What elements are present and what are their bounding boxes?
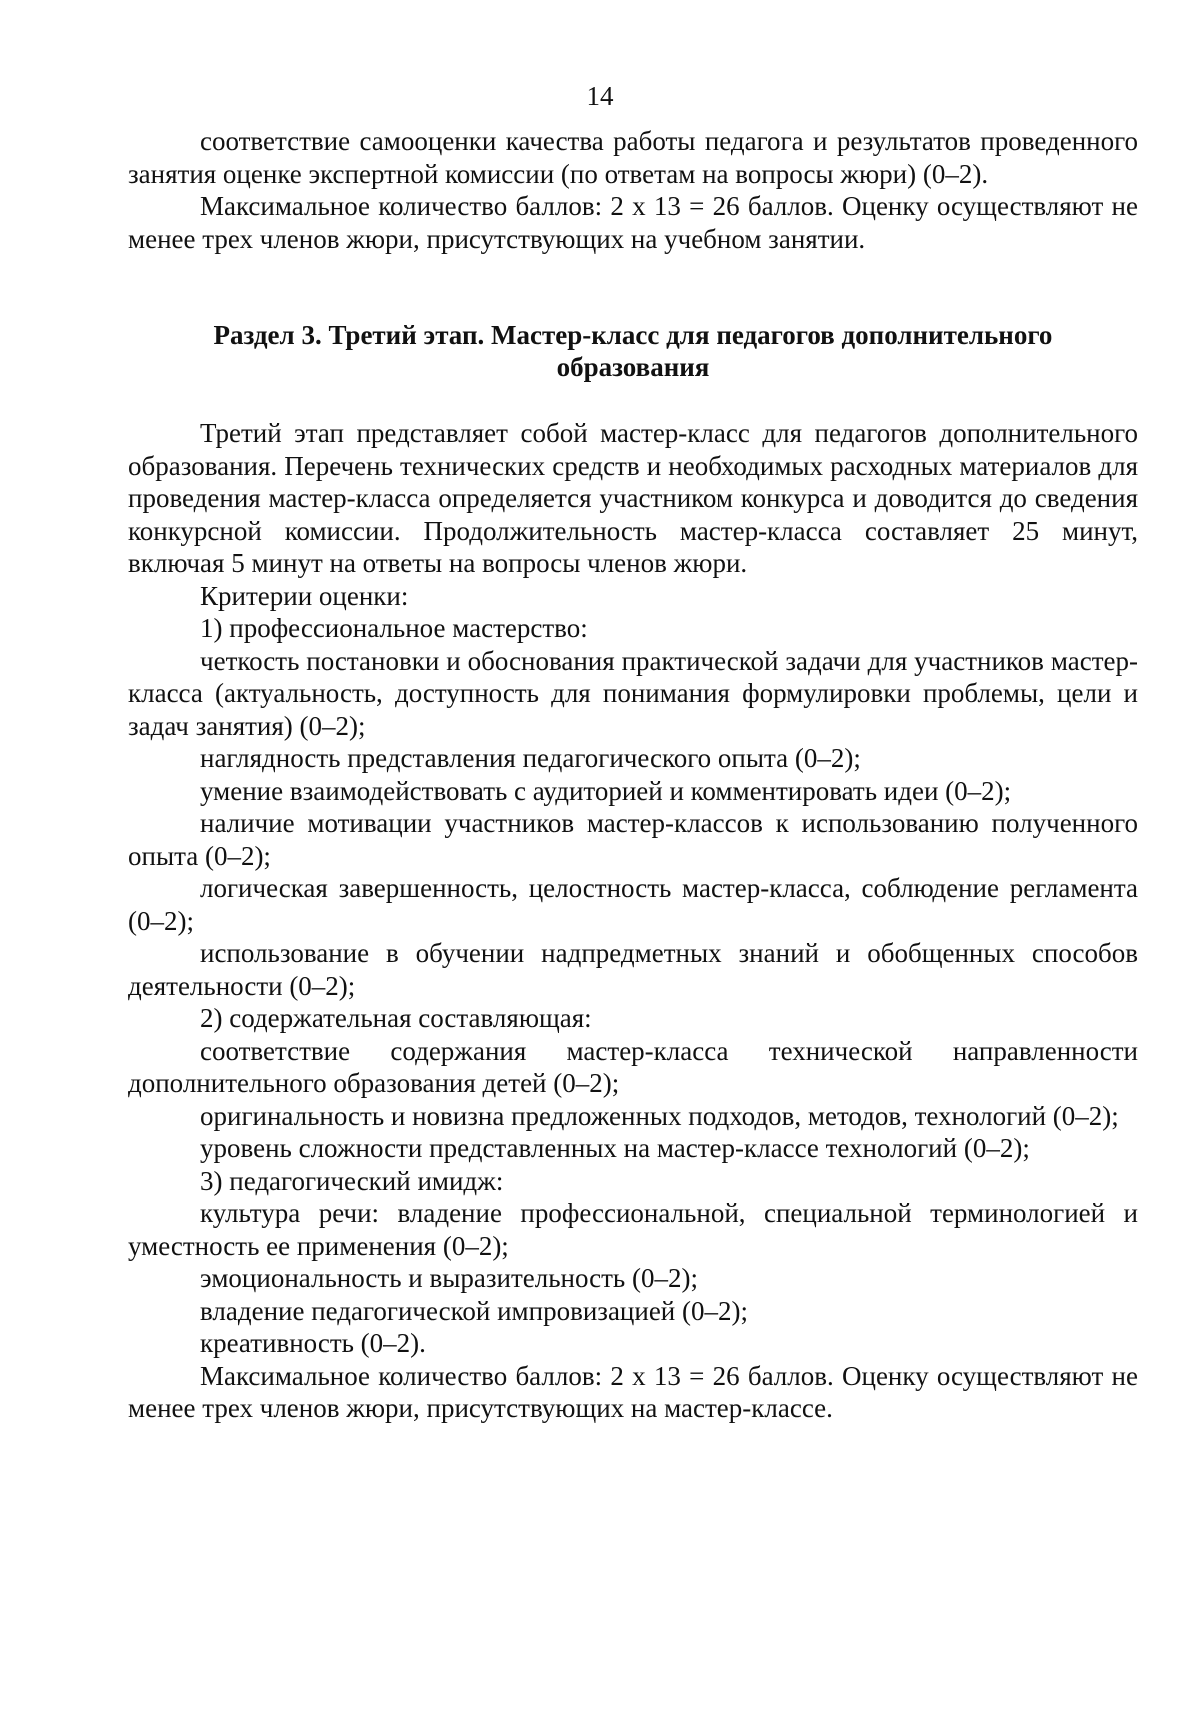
criterion-item: логическая завершенность, целостность мастер-класса, соблюдение регламента (0–2); <box>128 873 1138 936</box>
criterion-item: соответствие содержания мастер-класса технической направленности дополнительного образования детей (0–2); <box>128 1035 1138 1098</box>
paragraph: Третий этап представляет собой мастер-класс для педагогов дополнительного образования. Перечень технических средств и необходимых расходных материалов для проведения мастер-класса определяется участником конкурса и доводится до сведения конкурсной комиссии. Продолжительность мастер-класса составляет 25 минут, включая 5 минут на ответы на вопросы членов жюри. <box>128 418 1138 578</box>
criterion-item: культура речи: владение профессиональной, специальной терминологией и уместность ее применения (0–2); <box>128 1198 1138 1261</box>
criteria-heading: Критерии оценки: <box>200 580 409 611</box>
criterion-item: четкость постановки и обоснования практической задачи для участников мастер-класса (актуальность, доступность для понимания формулировки проблемы, цели и задач занятия) (0–2); <box>128 645 1138 741</box>
criterion-item: эмоциональность и выразительность (0–2); <box>200 1263 698 1293</box>
criteria-group-title: 2) содержательная составляющая: <box>200 1003 592 1033</box>
criterion-item: умение взаимодействовать с аудиторией и комментировать идеи (0–2); <box>200 775 1012 806</box>
paragraph: Максимальное количество баллов: 2 х 13 = 26 баллов. Оценку осуществляют не менее трех членов жюри, присутствующих на учебном занятии. <box>128 191 1138 254</box>
section-heading-line: образования <box>556 352 710 382</box>
criterion-item: креативность (0–2). <box>200 1328 426 1358</box>
paragraph: Максимальное количество баллов: 2 х 13 = 26 баллов. Оценку осуществляют не менее трех членов жюри, присутствующих на мастер-классе. <box>128 1360 1138 1423</box>
criteria-group-title: 1) профессиональное мастерство: <box>200 613 588 643</box>
criterion-item: использование в обучении надпредметных знаний и обобщенных способов деятельности (0–2); <box>128 938 1138 1001</box>
page-number: 14 <box>586 81 614 111</box>
criterion-item: уровень сложности представленных на мастер-классе технологий (0–2); <box>200 1133 1030 1163</box>
criteria-group-title: 3) педагогический имидж: <box>200 1165 504 1196</box>
main-text-block <box>128 417 1138 1425</box>
criterion-item: оригинальность и новизна предложенных подходов, методов, технологий (0–2); <box>200 1100 1119 1131</box>
paragraph: соответствие самооценки качества работы педагога и результатов проведенного занятия оценке экспертной комиссии (по ответам на вопросы жюри) (0–2). <box>128 126 1138 189</box>
criterion-item: наглядность представления педагогического опыта (0–2); <box>200 743 861 773</box>
top-text-block <box>128 125 1138 255</box>
section-heading-line: Раздел 3. Третий этап. Мастер-класс для педагогов дополнительного <box>213 320 1053 350</box>
section-heading <box>128 319 1138 383</box>
criterion-item: владение педагогической импровизацией (0–2); <box>200 1295 748 1326</box>
criterion-item: наличие мотивации участников мастер-классов к использованию полученного опыта (0–2); <box>128 808 1138 871</box>
